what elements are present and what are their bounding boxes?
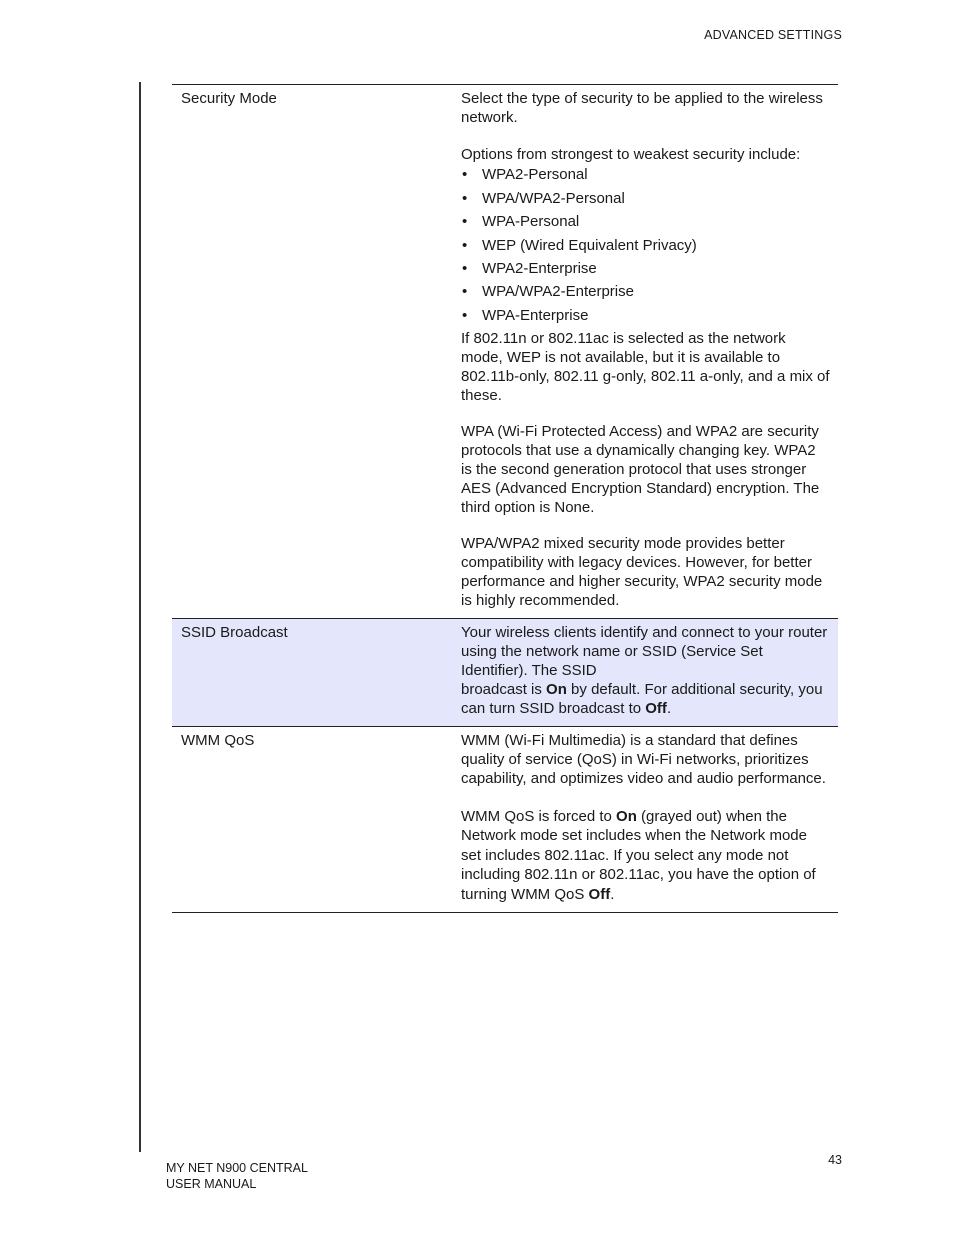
- text: (grayed out) when the Network mode set includes when the Network mode set includes 802.11ac. If you select any mode not including 802.11n or 802.11ac, you have the option of turning WMM QoS: [461, 807, 816, 903]
- list-item: • WPA-Personal: [461, 213, 830, 232]
- table-row-security-mode: [172, 85, 838, 619]
- page-number: 43: [828, 1153, 842, 1167]
- running-header: ADVANCED SETTINGS: [704, 28, 842, 42]
- row-label: SSID Broadcast: [181, 624, 288, 642]
- paragraph: [461, 624, 830, 718]
- value-off: Off: [645, 699, 667, 717]
- paragraph: Select the type of security to be applied to the wireless network.: [461, 90, 823, 126]
- row-description: [452, 619, 838, 726]
- footer-title: [166, 1161, 308, 1192]
- row-label: WMM QoS: [181, 732, 255, 750]
- text: WMM QoS is forced to: [461, 807, 617, 825]
- table-row-ssid-broadcast: [172, 619, 838, 727]
- paragraph: WMM (Wi-Fi Multimedia) is a standard that defines quality of service (QoS) in Wi-Fi networks, prioritizes capability, and optimizes video and audio performance.: [461, 732, 826, 788]
- text: broadcast is: [461, 680, 547, 698]
- row-description: [452, 727, 838, 912]
- paragraph: If 802.11n or 802.11ac is selected as the network mode, WEP is not available, but it is available to 802.11b-only, 802.11 g-only, 802.11 a-only, and a mix of these.: [461, 330, 830, 404]
- list-item: • WPA/WPA2-Enterprise: [461, 283, 830, 302]
- value-on: On: [546, 680, 567, 698]
- paragraph: Options from strongest to weakest security include:: [461, 145, 801, 163]
- paragraph: WPA/WPA2 mixed security mode provides better compatibility with legacy devices. However, for better performance and higher security, WPA2 security mode is highly recommended.: [461, 535, 823, 609]
- text: .: [610, 885, 615, 903]
- paragraph: WPA (Wi-Fi Protected Access) and WPA2 are security protocols that use a dynamically changing key. WPA2 is the second generation protocol that uses stronger AES (Advanced Encryption Standard) encryption. The third option is None.: [461, 423, 820, 516]
- text: by default. For additional security, you can turn SSID broadcast to: [461, 680, 823, 717]
- value-on: On: [616, 807, 637, 825]
- text: Your wireless clients identify and connect to your router using the network name or SSID (Service Set Identifier). The SSID: [461, 624, 828, 680]
- list-item: • WPA/WPA2-Personal: [461, 190, 830, 209]
- footer-line: USER MANUAL: [166, 1176, 257, 1191]
- list-item: • WPA2-Enterprise: [461, 260, 830, 279]
- row-label: Security Mode: [181, 90, 277, 107]
- value-off: Off: [588, 885, 611, 903]
- table-row-wmm-qos: [172, 727, 838, 913]
- list-item: • WEP (Wired Equivalent Privacy): [461, 237, 830, 256]
- security-options-list: [461, 166, 830, 325]
- margin-rule: [139, 82, 141, 1152]
- list-item: • WPA2-Personal: [461, 166, 830, 185]
- text: .: [666, 699, 672, 717]
- list-item: • WPA-Enterprise: [461, 307, 830, 326]
- settings-table: [172, 84, 838, 913]
- paragraph: [461, 807, 830, 905]
- row-description: [452, 85, 838, 618]
- footer-line: MY NET N900 CENTRAL: [166, 1161, 308, 1175]
